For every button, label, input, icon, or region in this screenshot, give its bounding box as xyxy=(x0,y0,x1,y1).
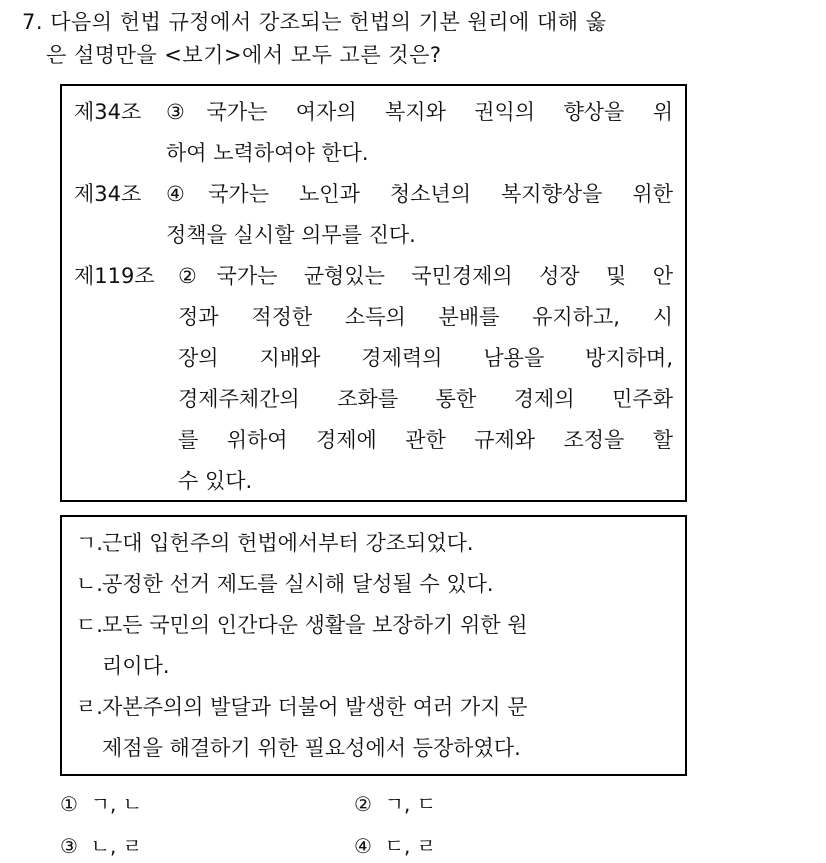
question-stem xyxy=(22,6,607,72)
bogi-item-d: ㄹ. 자본주의의 발달과 더불어 발생한 여러 가지 문 제점을 해결하기 위한 필요성에서 등장하였다. xyxy=(76,695,528,760)
choice-3[interactable]: ③ ㄴ, ㄹ xyxy=(60,834,143,858)
bogi-item-c: ㄷ. 모든 국민의 인간다운 생활을 보장하기 위한 원 리이다. xyxy=(76,613,528,678)
choice-1[interactable]: ① ㄱ, ㄴ xyxy=(60,792,143,816)
article-34-3: 제34조 ③국가는 여자의 복지와 권익의 향상을 위 하여 노력하여야 한다. xyxy=(74,92,673,174)
bogi-item-a: ㄱ. 근대 입헌주의 헌법에서부터 강조되었다. xyxy=(76,531,474,555)
question-line-1: 7. 다음의 헌법 규정에서 강조되는 헌법의 기본 원리에 대해 옳 xyxy=(22,10,607,34)
choice-4[interactable]: ④ ㄷ, ㄹ xyxy=(354,834,437,858)
constitution-excerpt-box xyxy=(60,84,687,502)
bogi-item-b: ㄴ. 공정한 선거 제도를 실시해 달성될 수 있다. xyxy=(76,572,494,596)
article-34-4: 제34조 ④국가는 노인과 청소년의 복지향상을 위한 정책을 실시할 의무를 진다. xyxy=(74,174,673,256)
choice-2[interactable]: ② ㄱ, ㄷ xyxy=(354,792,437,816)
article-label: 제119조 xyxy=(74,264,155,288)
article-label: 제34조 xyxy=(74,182,142,206)
question-line-2: 은 설명만을 <보기>에서 모두 고른 것은? xyxy=(46,43,442,67)
article-label: 제34조 xyxy=(74,100,142,124)
article-119-2: 제119조 ②국가는 균형있는 국민경제의 성장 및 안 정과 적정한 소득의 분배를 유지하고, 시 장의 지배와 경제력의 남용을 방지하며, 경제주체간의 조화를 통한 경제의 민주화 를 위하여 경제에 관한 규제와 조정을 할 수 있다. xyxy=(74,256,673,502)
bogi-box xyxy=(60,515,687,776)
question-number: 7. xyxy=(22,10,44,34)
